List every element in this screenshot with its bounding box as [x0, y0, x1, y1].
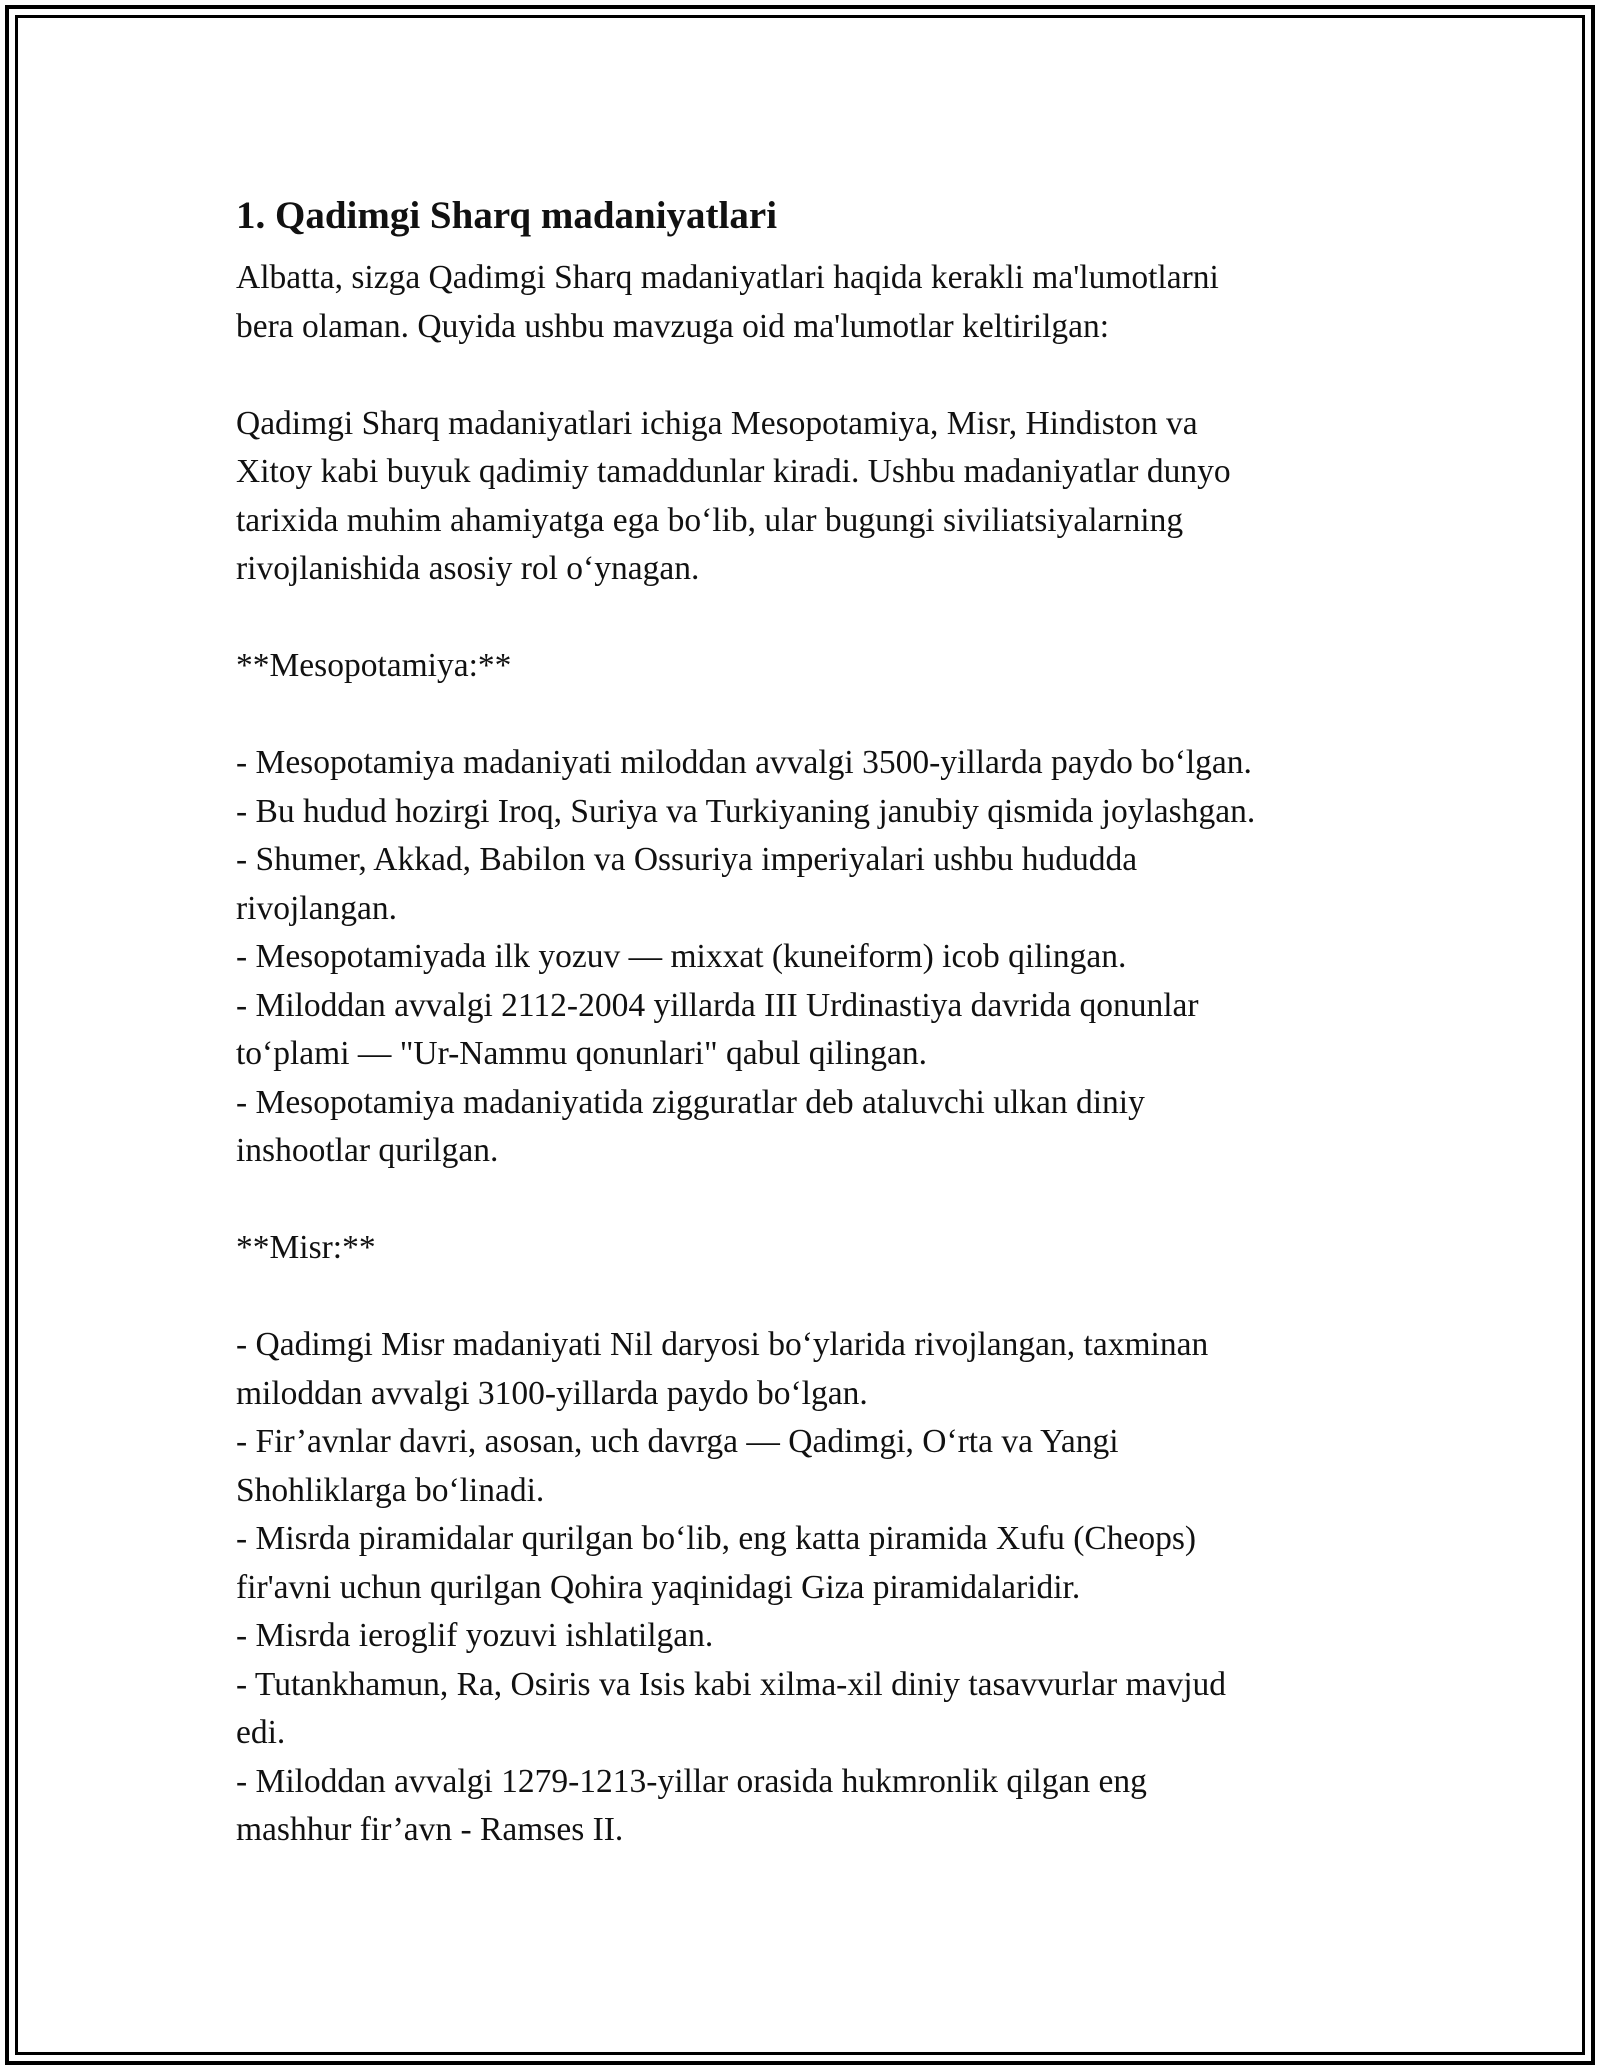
mesopotamia-heading: **Mesopotamiya:** [236, 647, 512, 684]
intro-paragraph: Albatta, sizga Qadimgi Sharq madaniyatlari haqida kerakli ma'lumotlarni bera olaman. Quyida ushbu mavzuga oid ma'lumotlar keltirilgan: [236, 259, 1219, 345]
egypt-list [236, 1321, 1376, 1855]
paragraph-gap [236, 1176, 1376, 1225]
list-item: - Qadimgi Misr madaniyati Nil daryosi bo‘ylarida rivojlangan, taxminan miloddan avvalgi 3100-yillarda paydo bo‘lgan. [236, 1326, 1209, 1412]
paragraph-gap [236, 594, 1376, 643]
paragraph-gap [236, 351, 1376, 400]
list-item: - Tutankhamun, Ra, Osiris va Isis kabi xilma-xil diniy tasavvurlar mavjud edi. [236, 1665, 1227, 1751]
paragraph-gap [236, 691, 1376, 740]
list-item: - Miloddan avvalgi 1279-1213-yillar orasida hukmronlik qilgan eng mashhur fir’avn - Ramses II. [236, 1762, 1147, 1848]
list-item: - Mesopotamiya madaniyati miloddan avvalgi 3500-yillarda paydo bo‘lgan. [236, 744, 1252, 781]
list-item: - Fir’avnlar davri, asosan, uch davrga — Qadimgi, O‘rta va Yangi Shohliklarga bo‘linadi. [236, 1423, 1119, 1509]
list-item: - Bu hudud hozirgi Iroq, Suriya va Turkiyaning janubiy qismida joylashgan. [236, 792, 1256, 830]
document-page [236, 186, 1376, 1855]
list-item: - Mesopotamiya madaniyatida zigguratlar deb ataluvchi ulkan diniy inshootlar qurilgan. [236, 1083, 1145, 1169]
list-item: - Mesopotamiyada ilk yozuv — mixxat (kuneiform) icob qilingan. [236, 938, 1127, 975]
list-item: - Miloddan avvalgi 2112-2004 yillarda III Urdinastiya davrida qonunlar to‘plami — "Ur-Nammu qonunlari" qabul qilingan. [236, 986, 1199, 1072]
list-item: - Shumer, Akkad, Babilon va Ossuriya imperiyalari ushbu hududda rivojlangan. [236, 841, 1138, 927]
paragraph-gap [236, 1273, 1376, 1322]
overview-paragraph: Qadimgi Sharq madaniyatlari ichiga Mesopotamiya, Misr, Hindiston va Xitoy kabi buyuk qadimiy tamaddunlar kiradi. Ushbu madaniyatlar dunyo tarixida muhim ahamiyatga ega bo‘lib, ular bugungi siviliatsiyalarning rivojlanishida asosiy rol o‘ynagan. [236, 404, 1231, 587]
list-item: - Misrda ieroglif yozuvi ishlatilgan. [236, 1617, 714, 1654]
document-title: 1. Qadimgi Sharq madaniyatlari [236, 194, 778, 237]
list-item: - Misrda piramidalar qurilgan bo‘lib, eng katta piramida Xufu (Cheops) fir'avni uchun qurilgan Qohira yaqinidagi Giza piramidalaridir. [236, 1520, 1197, 1606]
mesopotamia-list [236, 739, 1376, 1176]
egypt-heading: **Misr:** [236, 1229, 376, 1266]
